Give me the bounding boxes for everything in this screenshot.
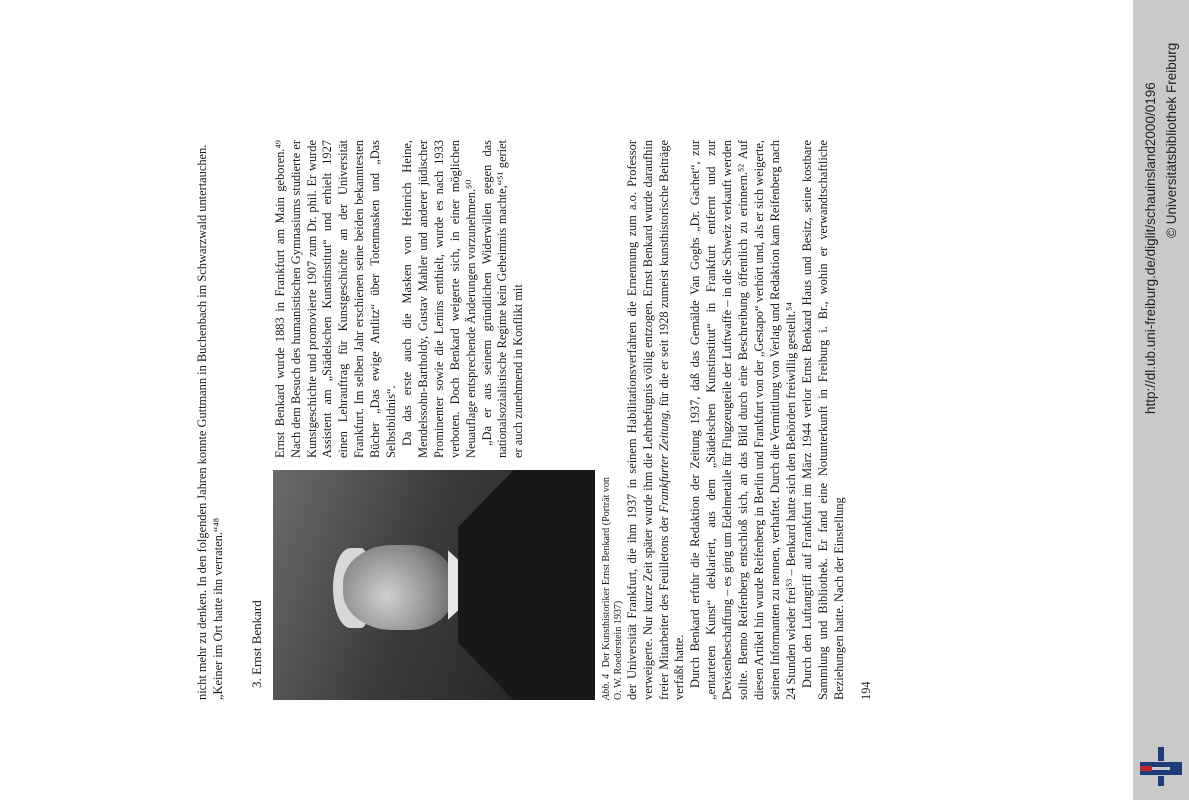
column-paragraph-1: Ernst Benkard wurde 1883 in Frankfurt am Main geboren.⁴⁹ Nach dem Besuch des humanistischen Gymnasiums studierte er Kunstgeschichte und promovierte 1907 zum Dr. phil. Er wurde Assistent am „Städelschen Kunstinstitut“ und erhielt 1927 einen Lehrauftrag für Kunstgeschichte an der Universität Frankfurt. Im selben Jahr erschienen seine beiden bekanntesten Bücher „Das ewige Antlitz“ über Totenmasken und „Das Selbstbildnis“. [272,140,399,458]
figure-caption-label: Abb. 4 [600,673,612,700]
column-paragraph-2: Da das erste auch die Masken von Heinrich Heine, Mendelssohn-Bartholdy, Gustav Mahler und anderer jüdischer Prominenter sowie die Lenins enthielt, wurde es nach 1933 verboten. Doch Benkard weigerte sich, in einer möglichen Neuauflage entsprechende Änderungen vorzunehmen.⁵⁰ [399,140,478,458]
figure-caption-text: Der Kunsthistoriker Ernst Benkard (Porträt von O. W. Roederstein 1937) [600,477,624,700]
text-column [273,140,625,458]
portrait-photo [273,470,595,700]
page-content [195,140,907,700]
paragraph-luftangriff: Durch den Luftangriff auf Frankfurt im März 1944 verlor Ernst Benkard Haus und Besitz, seine kostbare Sammlung und Bibliothek. Er fand eine Notunterkunft in Freiburg i. Br., wohin er verwandtschaftliche Beziehungen hatte. Nach der Einstellung [799,140,846,700]
copyright-notice: © Universitätsbibliothek Freiburg [1164,42,1179,238]
top-text: nicht mehr zu denken. In den folgenden Jahren konnte Guttmann in Buchenbach im Schwarzwald untertauchen. „Keiner im Ort hatte ihn verraten.“⁴⁸ [195,144,225,700]
ub-freiburg-logo-icon [1140,745,1182,787]
journal-title: Frankfurter Zeitung, [656,409,671,513]
page-number: 194 [859,681,874,700]
two-column-block [273,140,625,700]
scanned-page [195,0,935,800]
figure-caption [601,470,625,700]
column-paragraph-3: „Da er aus seinem gründlichen Widerwillen gegen das nationalsozialistische Regime kein Geheimnis machte,“⁵¹ geriet er auch zunehmend in Konflikt mit [479,140,526,458]
paragraph-continuation: der Universität Frankfurt, die ihm 1937 in seinem Habilitationsverfahren die Ernennung zum a.o. Professor verweigerte. Nur kurze Zeit später wurde ihm die Lehrbefugnis völlig entzogen. Ernst Benkard wurde daraufhin freier Mitarbeiter des Feuilletons der Frankfurter Zeitung, für die er seit 1928 zumeist kunsthistorische Beiträge verfaßt hatte. [624,140,687,700]
section-heading: 3. Ernst Benkard [248,600,264,688]
full-width-text [625,140,848,700]
viewer-sidebar [1133,0,1189,800]
source-url[interactable]: http://dl.ub.uni-freiburg.de/diglit/schauinsland2000/0196 [1143,82,1158,414]
figure-portrait [273,470,625,700]
paragraph-gachet: Durch Benkard erfuhr die Redaktion der Zeitung 1937, daß das Gemälde Van Goghs „Dr. Gachet“, zur „entarteten Kunst“ deklariert, aus dem „Städelschen Kunstinstitut“ in Frankfurt entfernt und zur Devisenbeschaffung – es ging um Edelmetalle für Flugzeugteile der Luftwaffe – in die Schweiz verkauft werden sollte. Benno Reifenberg entschloß sich, an das Bild durch eine Beschreibung öffentlich zu erinnern.⁵² Auf diesen Artikel hin wurde Reifenberg in Berlin und Frankfurt von der „Gestapo“ verhört und, als er sich weigerte, seinen Informanten zu nennen, verhaftet. Durch die Vermittlung von Verlag und Redaktion kam Reifenberg nach 24 Stunden wieder frei⁵³ – Benkard hatte sich den Behörden freiwillig gestellt.⁵⁴ [688,140,798,700]
